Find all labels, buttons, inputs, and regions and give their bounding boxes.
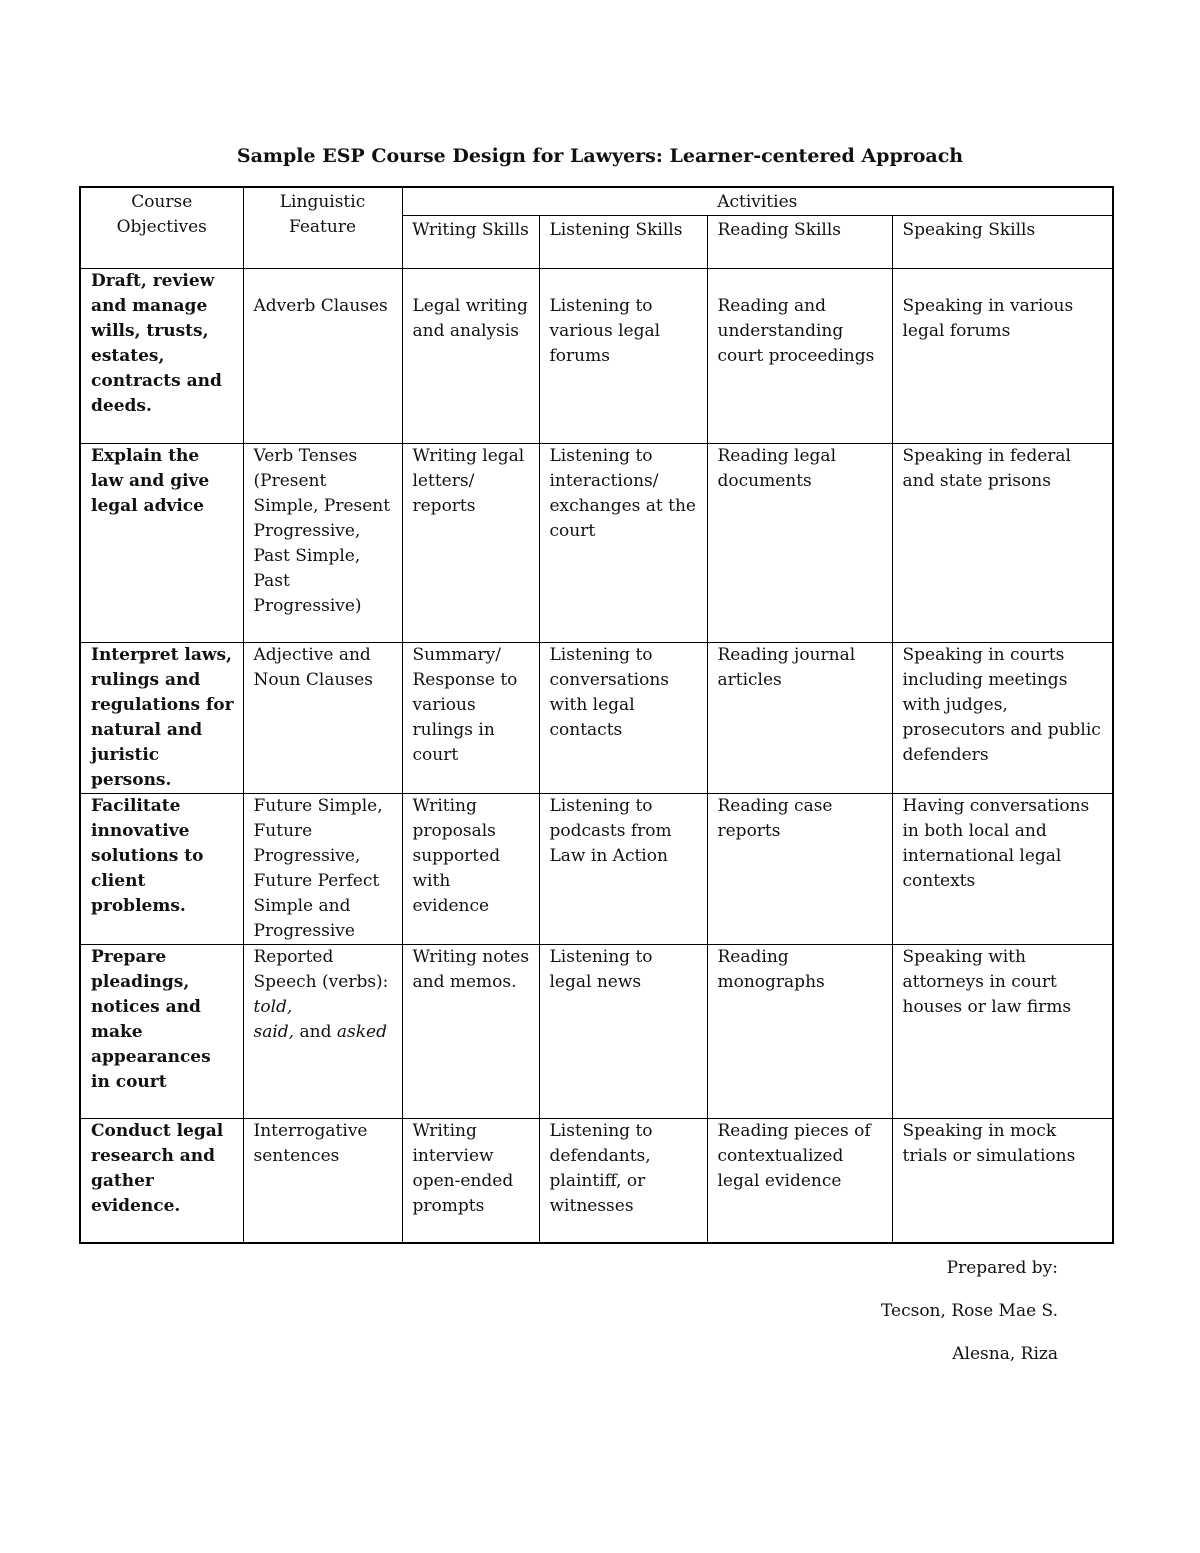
- writing-cell: Legal writing and analysis: [402, 269, 539, 444]
- objective-cell: Interpret laws, rulings and regulations for natural and juristic persons.: [80, 643, 243, 794]
- listening-cell: Listening to legal news: [539, 945, 707, 1119]
- listening-cell: Listening to podcasts from Law in Action: [539, 794, 707, 945]
- reading-cell: Reading journal articles: [707, 643, 892, 794]
- writing-cell: Summary/ Response to various rulings in court: [402, 643, 539, 794]
- table-row: [80, 1119, 1113, 1244]
- linguistic-cell: Adjective and Noun Clauses: [243, 643, 402, 794]
- objective-cell: Conduct legal research and gather evidence.: [80, 1119, 243, 1244]
- reading-cell: Reading legal documents: [707, 444, 892, 643]
- reading-cell: Reading monographs: [707, 945, 892, 1119]
- reading-cell: Reading pieces of contextualized legal evidence: [707, 1119, 892, 1244]
- writing-cell: Writing notes and memos.: [402, 945, 539, 1119]
- writing-cell: Writing interview open-ended prompts: [402, 1119, 539, 1244]
- speaking-cell: Speaking in mock trials or simulations: [892, 1119, 1113, 1244]
- header-course-objectives: Course Objectives: [80, 187, 243, 269]
- table-row: [80, 643, 1113, 794]
- linguistic-cell: Adverb Clauses: [243, 269, 402, 444]
- table-row: [80, 945, 1113, 1119]
- listening-cell: Listening to various legal forums: [539, 269, 707, 444]
- speaking-cell: Speaking in courts including meetings with judges, prosecutors and public defenders: [892, 643, 1113, 794]
- listening-cell: Listening to conversations with legal contacts: [539, 643, 707, 794]
- linguistic-cell: Verb Tenses (Present Simple, Present Progressive, Past Simple, Past Progressive): [243, 444, 402, 643]
- listening-cell: Listening to defendants, plaintiff, or witnesses: [539, 1119, 707, 1244]
- course-design-table-wrapper: [79, 186, 1114, 1244]
- reading-cell: Reading case reports: [707, 794, 892, 945]
- linguistic-cell: [243, 945, 402, 1119]
- objective-cell: Facilitate innovative solutions to client problems.: [80, 794, 243, 945]
- header-activities: Activities: [402, 187, 1113, 216]
- objective-cell: Draft, review and manage wills, trusts, estates, contracts and deeds.: [80, 269, 243, 444]
- linguistic-cell: Future Simple, Future Progressive, Future Perfect Simple and Progressive: [243, 794, 402, 945]
- table-row: [80, 269, 1113, 444]
- header-writing-skills: Writing Skills: [402, 216, 539, 269]
- table-row: [80, 794, 1113, 945]
- verb-said: said,: [253, 1022, 295, 1042]
- speaking-cell: Speaking in various legal forums: [892, 269, 1113, 444]
- course-design-table: [79, 186, 1114, 1244]
- table-header-row: [80, 187, 1113, 216]
- linguistic-cell: Interrogative sentences: [243, 1119, 402, 1244]
- header-reading-skills: Reading Skills: [707, 216, 892, 269]
- prepared-by-block: [881, 1255, 1058, 1384]
- objective-cell: Explain the law and give legal advice: [80, 444, 243, 643]
- author-name: Alesna, Riza: [952, 1344, 1058, 1364]
- verb-asked: asked: [336, 1022, 387, 1042]
- table-row: [80, 444, 1113, 643]
- speaking-cell: Speaking in federal and state prisons: [892, 444, 1113, 643]
- writing-cell: Writing proposals supported with evidence: [402, 794, 539, 945]
- prepared-by-label: Prepared by:: [946, 1258, 1058, 1278]
- listening-cell: Listening to interactions/ exchanges at the court: [539, 444, 707, 643]
- page-title: Sample ESP Course Design for Lawyers: Learner-centered Approach: [236, 145, 964, 167]
- speaking-cell: Speaking with attorneys in court houses or law firms: [892, 945, 1113, 1119]
- writing-cell: Writing legal letters/ reports: [402, 444, 539, 643]
- linguistic-reported-speech: Reported Speech (verbs):: [253, 947, 389, 992]
- author-name: Tecson, Rose Mae S.: [881, 1301, 1058, 1321]
- verb-told: told,: [253, 997, 293, 1017]
- speaking-cell: Having conversations in both local and international legal contexts: [892, 794, 1113, 945]
- header-speaking-skills: Speaking Skills: [892, 216, 1113, 269]
- conjunction-and: and: [294, 1022, 337, 1042]
- objective-cell: Prepare pleadings, notices and make appearances in court: [80, 945, 243, 1119]
- header-linguistic-feature: Linguistic Feature: [243, 187, 402, 269]
- header-listening-skills: Listening Skills: [539, 216, 707, 269]
- reading-cell: Reading and understanding court proceedings: [707, 269, 892, 444]
